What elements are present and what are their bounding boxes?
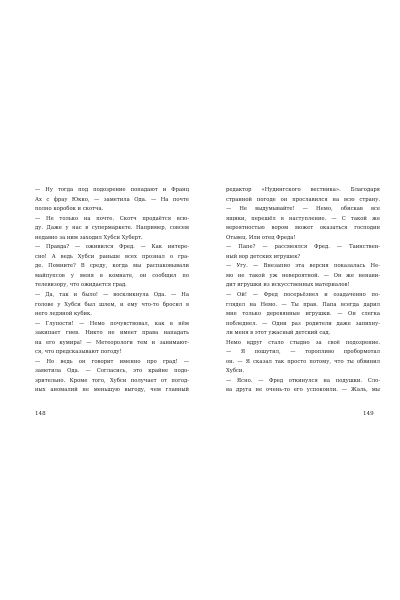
text-line: Хубси. bbox=[226, 368, 245, 375]
text-line: — Правда? — оживился Фред. — Как интере- bbox=[35, 244, 189, 251]
text-line: — Но ведь он говорит именно про град! — bbox=[35, 358, 189, 365]
text-line: недавно за ним заходил Хубси Хуберт. bbox=[35, 234, 143, 241]
text-line: мне только деревянные игрушки. — Он слегка bbox=[226, 311, 380, 318]
text-line: телевизору, что ожидается град. bbox=[35, 282, 127, 289]
left-page-text bbox=[35, 186, 189, 396]
text-line: Немо вдруг стало стыдно за своё подозрение. bbox=[226, 339, 380, 346]
text-line: ящики, перешёл в наступление. — С такой же bbox=[226, 215, 380, 222]
text-line: редактор «Нудингского вестника». Благодаря bbox=[226, 187, 380, 193]
text-line: майпупсов у меня в комнате, он сообщил по bbox=[35, 272, 189, 279]
text-line: глядел на Немо. — Ты прав. Папа всегда дарил bbox=[226, 301, 380, 308]
text-line: ный вор детских игрушек? bbox=[226, 253, 301, 260]
text-line: — Не выдумывайте! — Немо, обискав все bbox=[226, 206, 380, 213]
text-line: закипает гнев. Никто не имеет права нападать bbox=[35, 330, 189, 337]
text-line: — Ну тогда под подозрение попадают и Франц bbox=[35, 187, 189, 193]
text-line: де. Помните? В среду, когда мы распаковывали bbox=[35, 263, 189, 270]
text-line: — Да, так и было! — воскликнула Ода. — На bbox=[35, 292, 189, 299]
text-line: заметила Ода. — Согласись, это крайне подо- bbox=[35, 368, 189, 375]
page-number-left: 148 bbox=[35, 411, 46, 417]
left-page bbox=[35, 186, 189, 396]
text-line: он. — Я сказал так просто потому, что ты обвинил bbox=[226, 358, 380, 365]
text-line: — Глупости! — Немо почувствовал, как в нём bbox=[35, 320, 189, 327]
text-line: сно! А ведь Хубси раньше всех прознал о гра- bbox=[35, 253, 189, 260]
text-line: ся, что предсказывают погоду! bbox=[35, 349, 122, 356]
text-line: зрительно. Кроме того, Хубси получает от погод- bbox=[35, 377, 189, 384]
text-line: ду. Даже у нас в супермаркете. Например, совсем bbox=[35, 225, 189, 232]
text-line: ных аномалий не меньшую выгоду, чем главный bbox=[35, 387, 189, 394]
text-line: на его кумира! — Метеорологи тем и занимают- bbox=[35, 339, 189, 346]
right-page bbox=[226, 186, 380, 396]
text-line: — Не только на почте. Скотч продаётся всю- bbox=[35, 215, 189, 222]
text-line: странной погоде он прославился на всю страну. bbox=[226, 196, 380, 203]
text-line: Отьвец. Или отец Фреда! bbox=[226, 234, 296, 241]
text-line: — Угу. — Внезапно эта версия показалась Не- bbox=[226, 263, 380, 270]
text-line: него ледяной кубик. bbox=[35, 311, 92, 318]
text-line: — Ой! — Фред посерьёзнел и озадаченно по- bbox=[226, 292, 380, 299]
right-page-text bbox=[226, 186, 380, 396]
text-line: — Папе? — рассмеялся Фред. — Таинствен- bbox=[226, 244, 380, 251]
text-line: ли меня в этот ужасный детский сад. bbox=[226, 330, 331, 337]
text-line: — Я пошутил, — торопливо пробормотал bbox=[226, 349, 380, 356]
text-line: Ах с фрау Юкко, — заметила Ода. — На почте bbox=[35, 196, 189, 203]
text-line: — Ясно. — Фред откинулся на подушки. Сло- bbox=[226, 377, 380, 384]
text-line: ва друга не очень-то его успокоили. — Жаль, мы bbox=[226, 387, 380, 394]
text-line: голове у Хубси был шлем, и ему что-то бросил в bbox=[35, 301, 189, 308]
text-line: дит игрушки из искусственных материалов! bbox=[226, 282, 350, 289]
text-line: полно коробок и скотча. bbox=[35, 206, 104, 213]
text-line: мо не такой уж невероятной. — Он же ненави- bbox=[226, 272, 380, 279]
text-line: побледнел. — Одни раз родители даже запихну- bbox=[226, 320, 380, 327]
page-number-right: 149 bbox=[363, 411, 374, 417]
text-line: вероятностью вором может оказаться господин bbox=[226, 225, 380, 232]
